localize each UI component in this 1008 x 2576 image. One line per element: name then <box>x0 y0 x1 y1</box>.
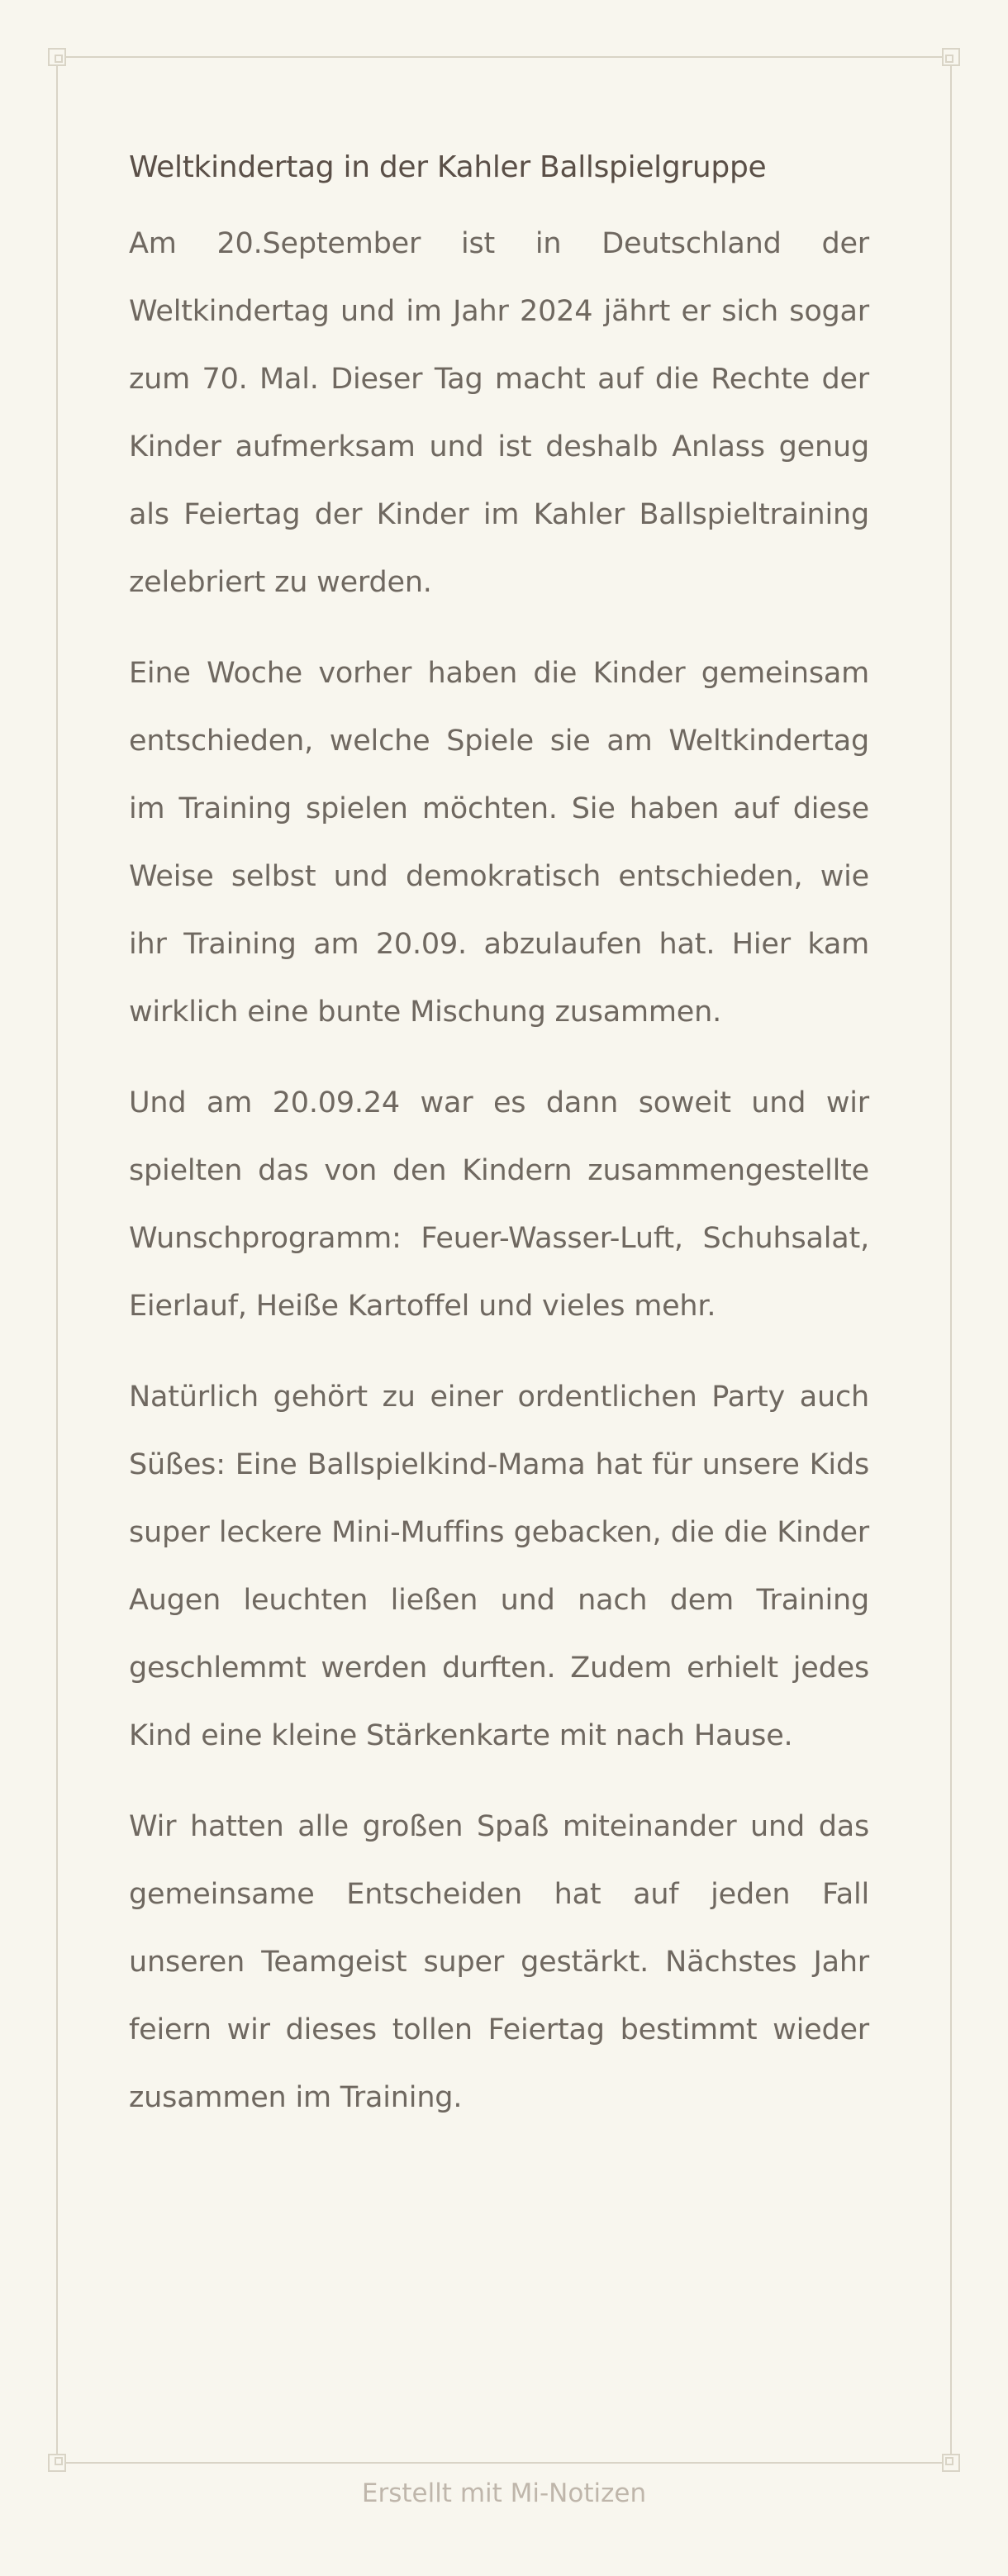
paragraph-2: Eine Woche vorher haben die Kinder gemeinsam entschieden, welche Spiele sie am Weltkindertag im Training spielen möchten. Sie haben auf diese Weise selbst und demokratisch entschieden, wie ihr Training am 20.09. abzulaufen hat. Hier kam wirklich eine bunte Mischung zusammen. <box>129 657 869 1029</box>
note-content <box>129 142 869 2155</box>
frame-corner-ornament <box>48 48 66 66</box>
frame-corner-ornament <box>48 2454 66 2472</box>
note-title: Weltkindertag in der Kahler Ballspielgruppe <box>129 150 767 184</box>
frame-corner-ornament <box>942 2454 960 2472</box>
frame-corner-ornament <box>942 48 960 66</box>
paragraph-4: Natürlich gehört zu einer ordentlichen Party auch Süßes: Eine Ballspielkind-Mama hat für unsere Kids super leckere Mini-Muffins gebacken, die die Kinder Augen leuchten ließen und nach dem Training geschlemmt werden durften. Zudem erhielt jedes Kind eine kleine Stärkenkarte mit nach Hause. <box>129 1381 869 1752</box>
footer-watermark: Erstellt mit Mi-Notizen <box>361 2479 647 2508</box>
paragraph-1: Am 20.September ist in Deutschland der Weltkindertag und im Jahr 2024 jährt er sich sogar zum 70. Mal. Dieser Tag macht auf die Rechte der Kinder aufmerksam und ist deshalb Anlass genug als Feiertag der Kinder im Kahler Ballspieltraining zelebriert zu werden. <box>129 227 869 599</box>
paragraph-3: Und am 20.09.24 war es dann soweit und wir spielten das von den Kindern zusammengestellte Wunschprogramm: Feuer-Wasser-Luft, Schuhsalat, Eierlauf, Heiße Kartoffel und vieles mehr. <box>129 1086 869 1323</box>
paragraph-5: Wir hatten alle großen Spaß miteinander und das gemeinsame Entscheiden hat auf jeden Fall unseren Teamgeist super gestärkt. Nächstes Jahr feiern wir dieses tollen Feiertag bestimmt wieder zusammen im Training. <box>129 1810 869 2114</box>
